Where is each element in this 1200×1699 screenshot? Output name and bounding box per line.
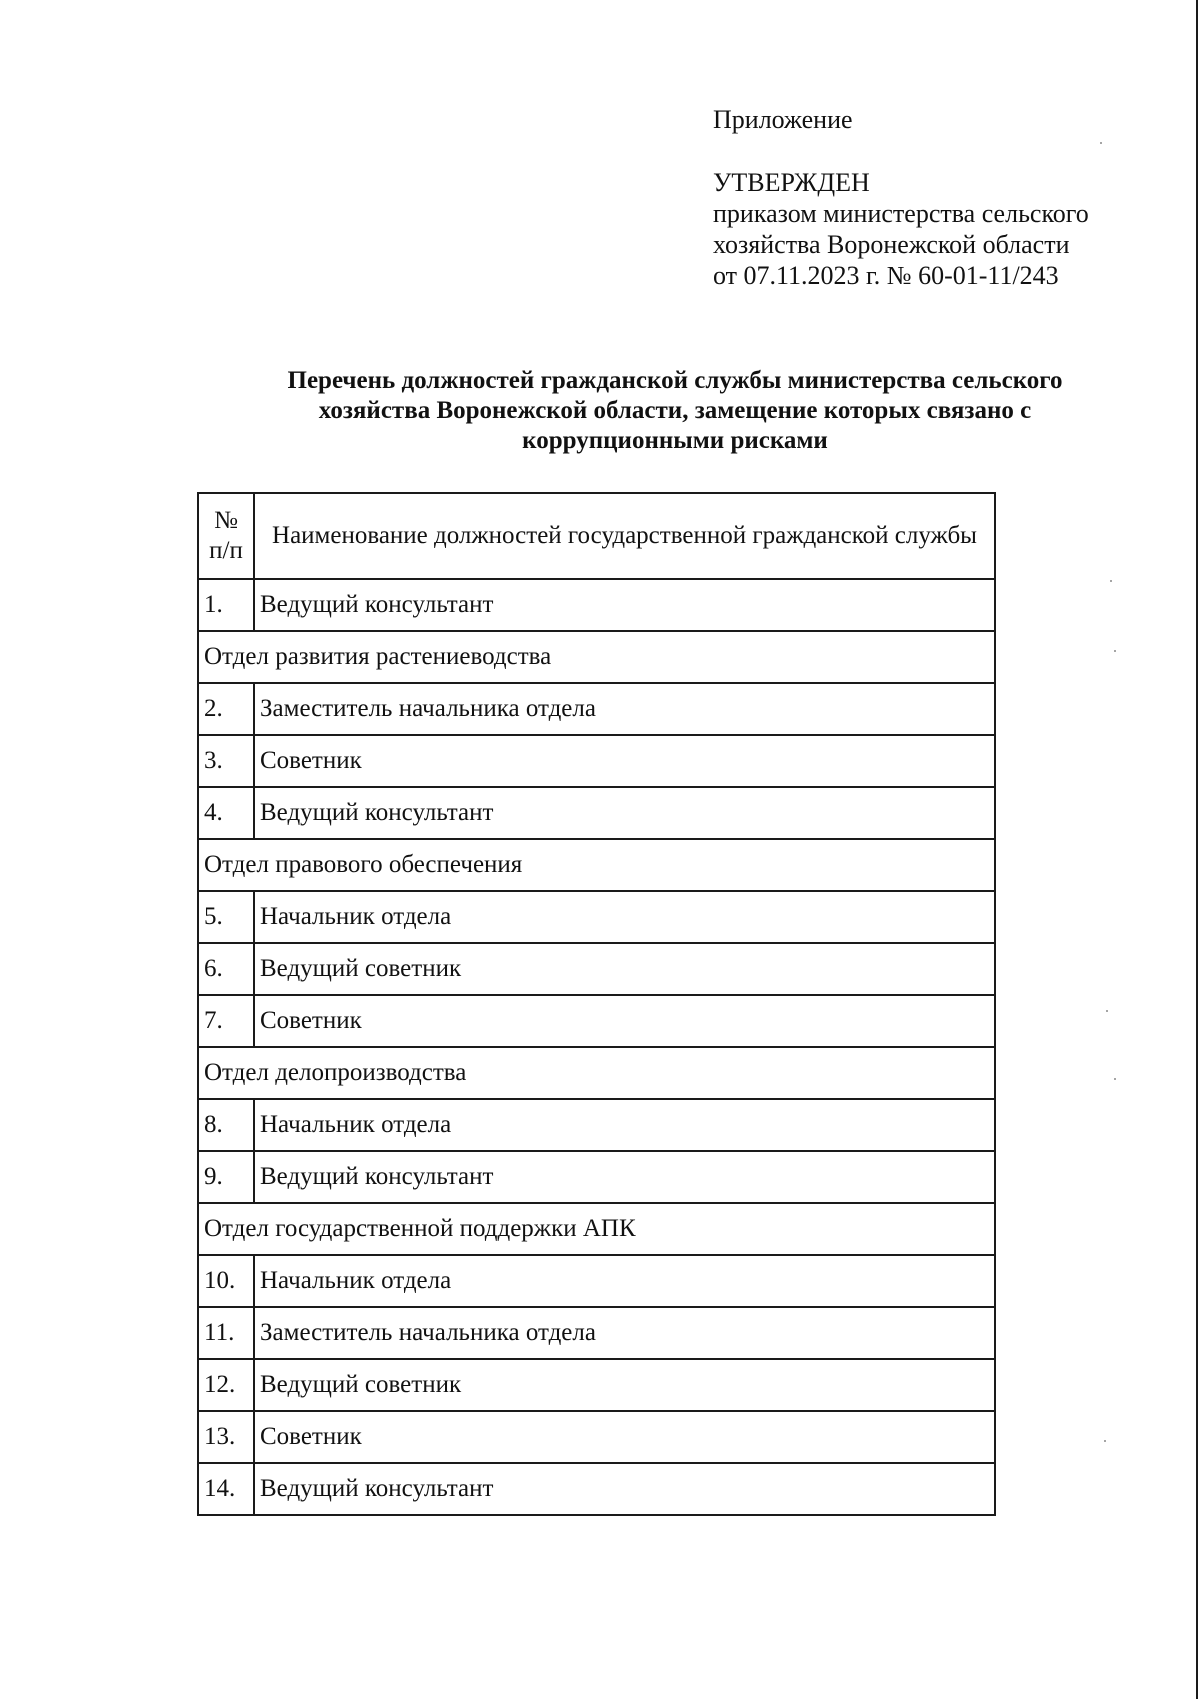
- row-number: 10.: [198, 1255, 254, 1307]
- table-row: [198, 1151, 995, 1203]
- scan-speck: [1106, 1010, 1108, 1012]
- table-row: [198, 943, 995, 995]
- table-row: [198, 891, 995, 943]
- row-number: 13.: [198, 1411, 254, 1463]
- position-name: Ведущий советник: [254, 1359, 995, 1411]
- page-edge-line: [1196, 0, 1198, 1699]
- table-row: [198, 579, 995, 631]
- position-name: Ведущий советник: [254, 943, 995, 995]
- position-name: Ведущий консультант: [254, 1463, 995, 1515]
- row-number: 9.: [198, 1151, 254, 1203]
- row-number: 8.: [198, 1099, 254, 1151]
- position-name: Ведущий консультант: [254, 1151, 995, 1203]
- position-name: Ведущий консультант: [254, 579, 995, 631]
- position-name: Начальник отдела: [254, 1099, 995, 1151]
- row-number: 6.: [198, 943, 254, 995]
- section-row: [198, 1047, 995, 1099]
- position-name: Заместитель начальника отдела: [254, 683, 995, 735]
- position-name: Советник: [254, 735, 995, 787]
- table-row: [198, 1255, 995, 1307]
- section-row: [198, 839, 995, 891]
- position-name: Заместитель начальника отдела: [254, 1307, 995, 1359]
- position-name: Начальник отдела: [254, 1255, 995, 1307]
- row-number: 3.: [198, 735, 254, 787]
- row-number: 1.: [198, 579, 254, 631]
- table-row: [198, 735, 995, 787]
- table-row: [198, 1411, 995, 1463]
- row-number: 12.: [198, 1359, 254, 1411]
- table-row: [198, 995, 995, 1047]
- annex-label: Приложение: [713, 105, 853, 134]
- table-row: [198, 683, 995, 735]
- scan-speck: [1114, 1078, 1116, 1080]
- section-title: Отдел делопроизводства: [198, 1047, 995, 1099]
- approval-block: [713, 104, 1183, 291]
- table-row: [198, 1307, 995, 1359]
- position-name: Советник: [254, 1411, 995, 1463]
- title-line-2: хозяйства Воронежской области, замещение которых связано с: [318, 397, 1032, 424]
- section-title: Отдел государственной поддержки АПК: [198, 1203, 995, 1255]
- row-number: 14.: [198, 1463, 254, 1515]
- document-title: [200, 366, 1150, 456]
- row-number: 7.: [198, 995, 254, 1047]
- row-number: 5.: [198, 891, 254, 943]
- row-number: 4.: [198, 787, 254, 839]
- header-position-name: Наименование должностей государственной гражданской службы: [254, 493, 995, 579]
- approved-label: УТВЕРЖДЕН: [713, 168, 870, 197]
- row-number: 2.: [198, 683, 254, 735]
- section-row: [198, 1203, 995, 1255]
- approval-order-line: от 07.11.2023 г. № 60-01-11/243: [713, 261, 1059, 290]
- table-row: [198, 1099, 995, 1151]
- scan-speck: [1100, 142, 1102, 144]
- position-name: Советник: [254, 995, 995, 1047]
- section-row: [198, 631, 995, 683]
- position-name: Ведущий консультант: [254, 787, 995, 839]
- section-title: Отдел правового обеспечения: [198, 839, 995, 891]
- scan-speck: [1110, 580, 1112, 582]
- header-number: № п/п: [198, 493, 254, 579]
- table-row: [198, 1359, 995, 1411]
- table-header-row: [198, 493, 995, 579]
- approval-line-2: хозяйства Воронежской области: [713, 230, 1070, 259]
- table-row: [198, 1463, 995, 1515]
- positions-table: [197, 492, 996, 1516]
- scan-speck: [1104, 1440, 1106, 1442]
- title-line-1: Перечень должностей гражданской службы министерства сельского: [287, 367, 1063, 394]
- scan-speck: [1114, 650, 1116, 652]
- table-row: [198, 787, 995, 839]
- row-number: 11.: [198, 1307, 254, 1359]
- approval-line-1: приказом министерства сельского: [713, 199, 1089, 228]
- table-body: [198, 579, 995, 1515]
- section-title: Отдел развития растениеводства: [198, 631, 995, 683]
- title-line-3: коррупционными рисками: [522, 427, 828, 454]
- position-name: Начальник отдела: [254, 891, 995, 943]
